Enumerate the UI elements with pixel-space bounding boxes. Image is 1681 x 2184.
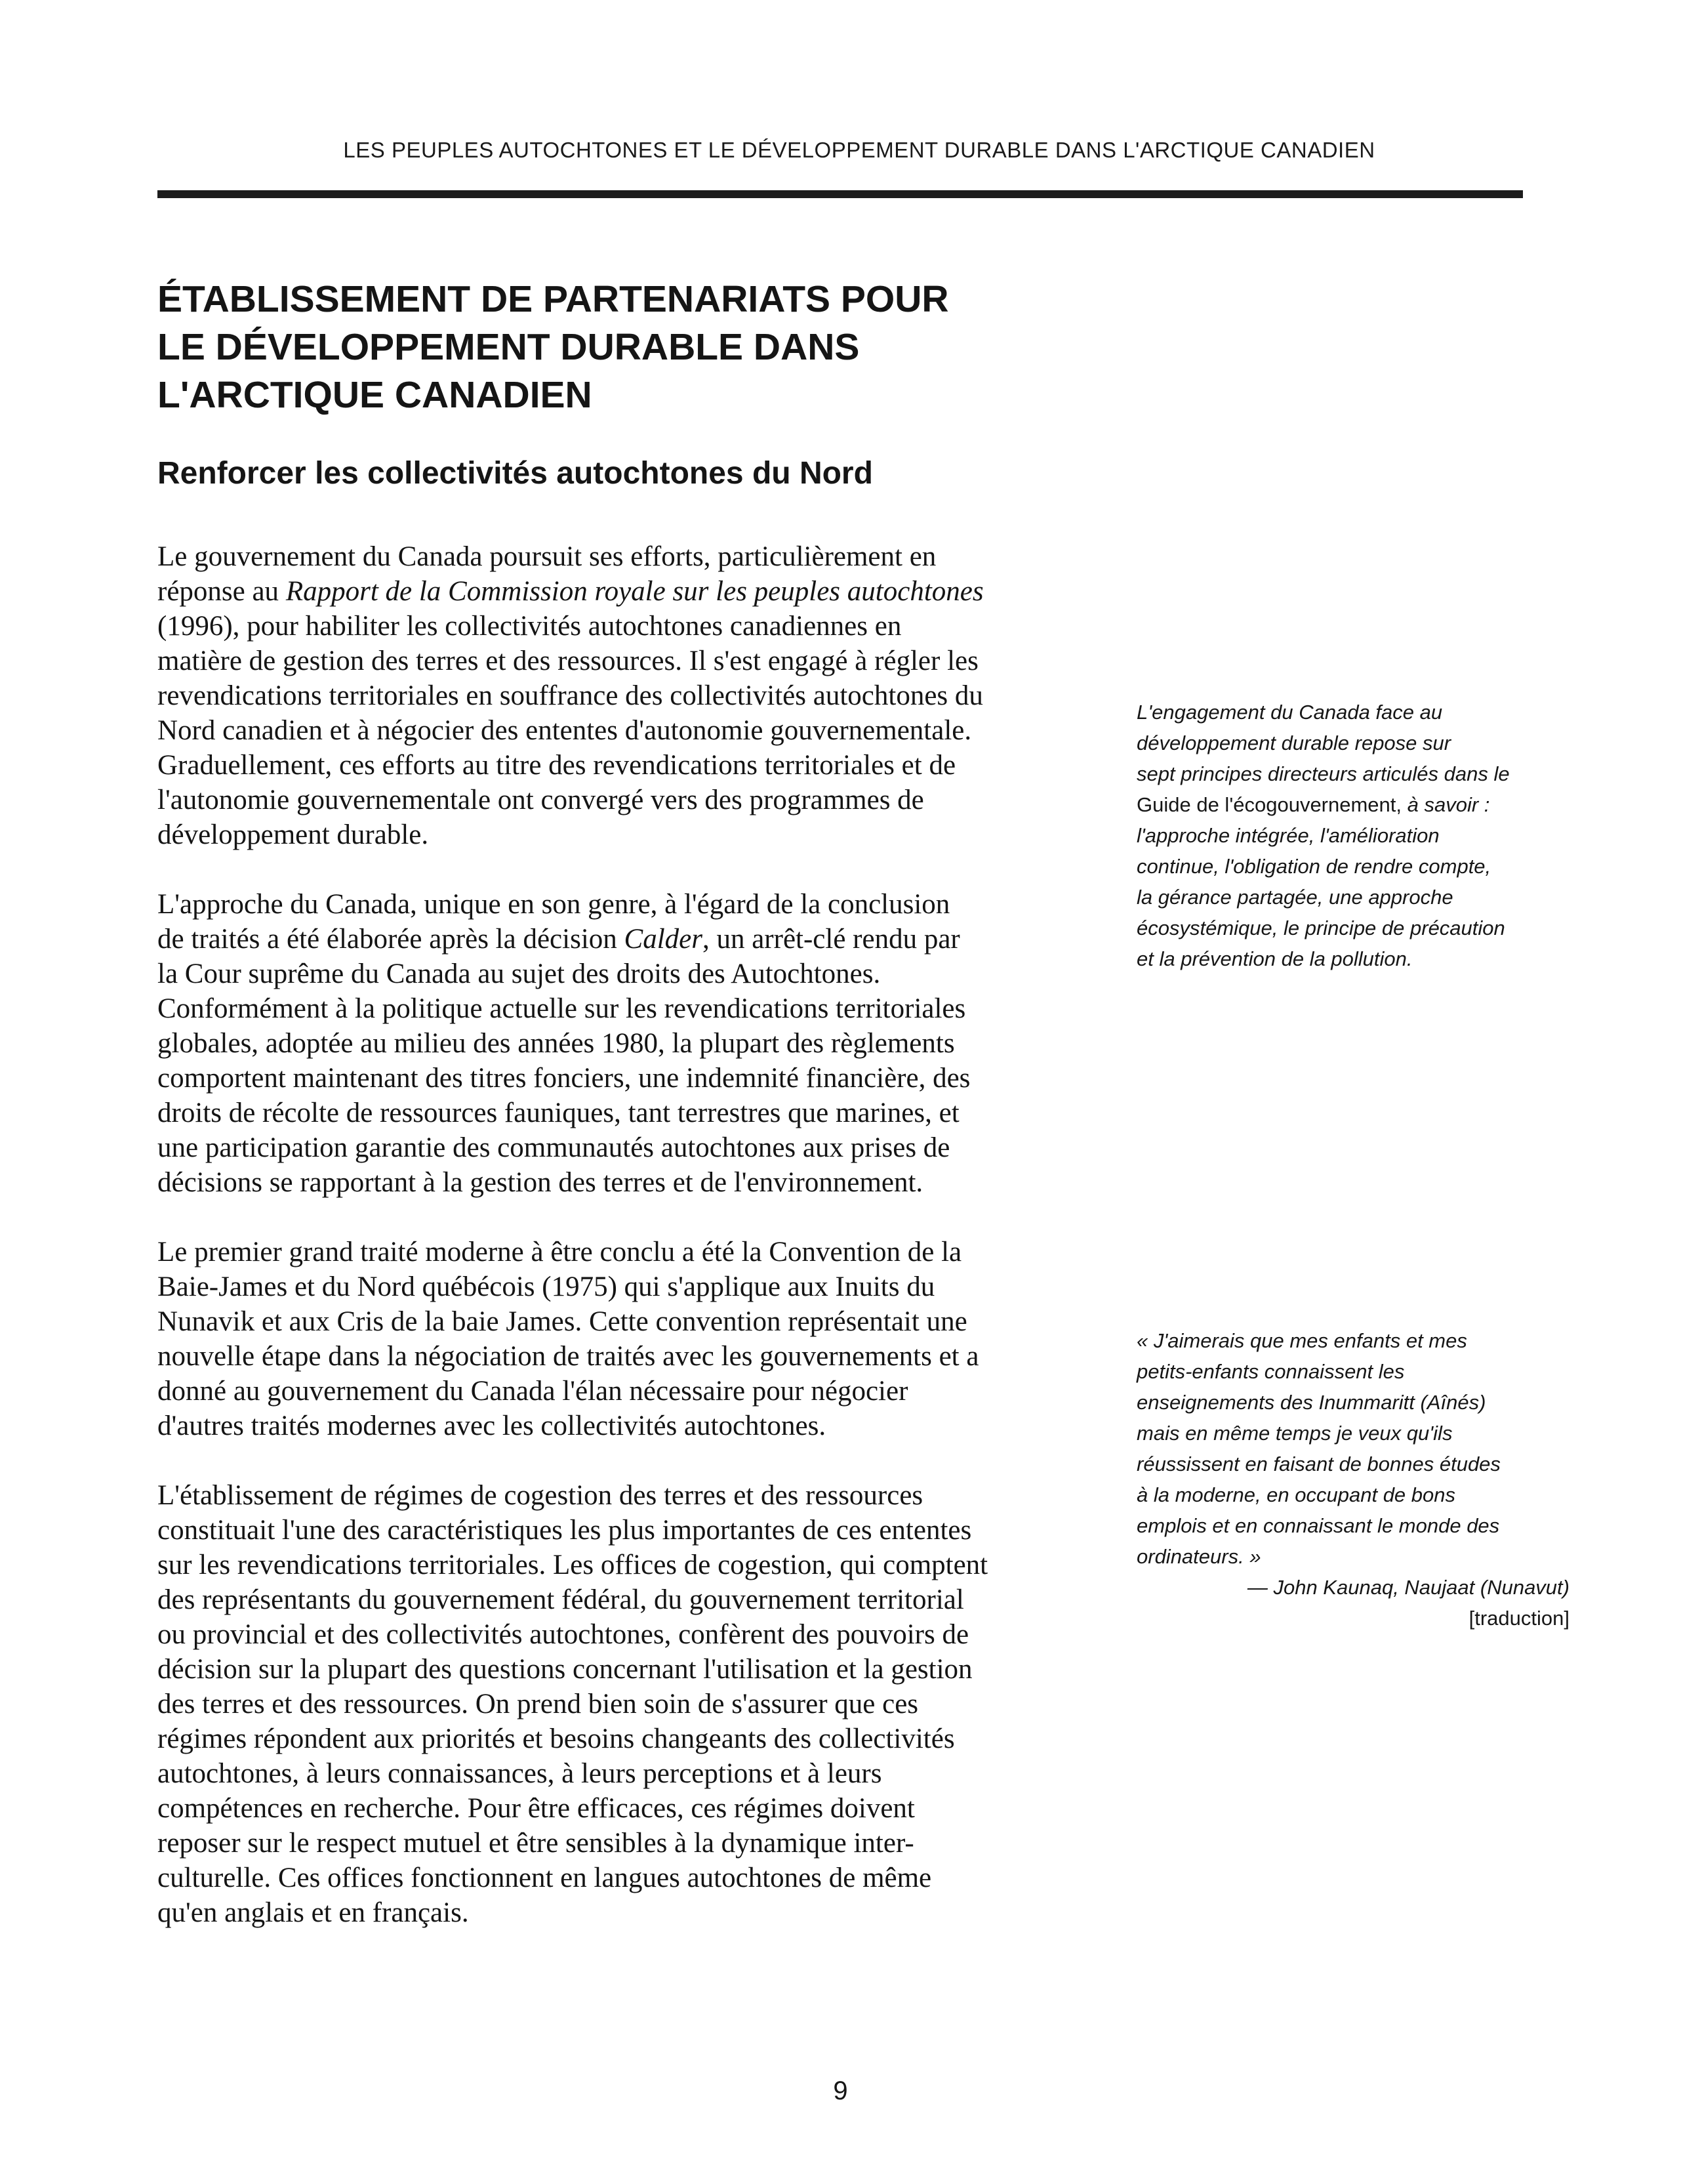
title-line: ÉTABLISSEMENT DE PARTENARIATS POUR — [157, 278, 949, 320]
report-title: Rapport de la Commission royale sur les peuples autochtones — [285, 576, 984, 607]
text-line: Le premier grand traité moderne à être conclu a été la Convention de la — [157, 1237, 962, 1267]
text-line: d'autres traités modernes avec les collectivités autochtones. — [157, 1411, 826, 1441]
text-fragment: de traités a été élaborée après la décision — [157, 924, 624, 955]
text-line: nouvelle étape dans la négociation de traités avec les gouvernements et a — [157, 1341, 979, 1372]
text-line: constituait l'une des caractéristiques les plus importantes de ces ententes — [157, 1515, 972, 1546]
text-line — [157, 922, 1063, 957]
text-line: Nord canadien et à négocier des ententes d'autonomie gouvernementale. — [157, 715, 972, 746]
translation-note: [traduction] — [1468, 1607, 1570, 1630]
text-line — [157, 574, 1063, 609]
quote-line: mais en même temps je veux qu'ils — [1137, 1422, 1453, 1445]
text-line: une participation garantie des communautés autochtones aux prises de — [157, 1132, 950, 1163]
text-line: compétences en recherche. Pour être efficaces, ces régimes doivent — [157, 1793, 915, 1824]
text-line: décisions se rapportant à la gestion des terres et de l'environnement. — [157, 1167, 923, 1198]
text-line: Nunavik et aux Cris de la baie James. Cette convention représentait une — [157, 1306, 967, 1337]
text-line: comportent maintenant des titres fonciers, une indemnité financière, des — [157, 1063, 971, 1094]
paragraph-2 — [157, 887, 1063, 1200]
note-line: écosystémique, le principe de précaution — [1137, 917, 1505, 939]
note-line — [1137, 789, 1570, 820]
text-line: L'établissement de régimes de cogestion des terres et des ressources — [157, 1480, 923, 1511]
page-title — [157, 276, 1076, 419]
text-line: ou provincial et des collectivités autochtones, confèrent des pouvoirs de — [157, 1619, 969, 1650]
text-line: régimes répondent aux priorités et besoins changeants des collectivités — [157, 1723, 955, 1754]
text-line: globales, adoptée au milieu des années 1980, la plupart des règlements — [157, 1028, 955, 1059]
title-line: L'ARCTIQUE CANADIEN — [157, 374, 592, 416]
text-line: des représentants du gouvernement fédéral, du gouvernement territorial — [157, 1584, 964, 1615]
case-name: Calder — [624, 924, 702, 955]
paragraph-3 — [157, 1235, 1063, 1443]
quote-line: emplois et en connaissant le monde des — [1137, 1514, 1500, 1537]
note-line: la gérance partagée, une approche — [1137, 886, 1453, 909]
quote-attribution: — John Kaunaq, Naujaat (Nunavut) — [1247, 1576, 1570, 1599]
quote-line: ordinateurs. » — [1137, 1545, 1261, 1568]
text-line: sur les revendications territoriales. Les offices de cogestion, qui comptent — [157, 1550, 988, 1580]
text-line: culturelle. Ces offices fonctionnent en langues autochtones de même — [157, 1863, 932, 1893]
note-line: L'engagement du Canada face au — [1137, 701, 1443, 724]
text-line: décision sur la plupart des questions concernant l'utilisation et la gestion — [157, 1654, 973, 1685]
note-line: l'approche intégrée, l'amélioration — [1137, 824, 1440, 847]
text-line: L'approche du Canada, unique en son genre, à l'égard de la conclusion — [157, 889, 950, 920]
quote-line: réussissent en faisant de bonnes études — [1137, 1453, 1501, 1475]
title-line: LE DÉVELOPPEMENT DURABLE DANS — [157, 326, 860, 368]
text-line: Le gouvernement du Canada poursuit ses efforts, particulièrement en — [157, 541, 937, 572]
text-line: revendications territoriales en souffrance des collectivités autochtones du — [157, 680, 983, 711]
note-line: et la prévention de la pollution. — [1137, 947, 1413, 970]
text-line: des terres et des ressources. On prend bien soin de s'assurer que ces — [157, 1689, 919, 1720]
note-line: continue, l'obligation de rendre compte, — [1137, 855, 1491, 878]
text-line: donné au gouvernement du Canada l'élan nécessaire pour négocier — [157, 1376, 908, 1407]
text-line: développement durable. — [157, 819, 429, 850]
text-line: Baie-James et du Nord québécois (1975) qui s'applique aux Inuits du — [157, 1271, 935, 1302]
text-line: qu'en anglais et en français. — [157, 1897, 469, 1928]
guide-title: Guide de l'écogouvernement, — [1137, 793, 1402, 816]
text-line: l'autonomie gouvernementale ont convergé vers des programmes de — [157, 785, 924, 815]
note-line: sept principes directeurs articulés dans le — [1137, 762, 1510, 785]
running-header: LES PEUPLES AUTOCHTONES ET LE DÉVELOPPEMENT DURABLE DANS L'ARCTIQUE CANADIEN — [343, 138, 1375, 162]
sidebar-quote — [1137, 1325, 1570, 1634]
text-fragment: , un arrêt-clé rendu par — [702, 924, 960, 955]
text-line: Graduellement, ces efforts au titre des revendications territoriales et de — [157, 750, 956, 781]
text-line: la Cour suprême du Canada au sujet des droits des Autochtones. — [157, 958, 881, 989]
text-line: reposer sur le respect mutuel et être sensibles à la dynamique inter- — [157, 1828, 914, 1859]
text-line: Conformément à la politique actuelle sur les revendications territoriales — [157, 993, 966, 1024]
main-text-column — [157, 539, 1063, 1965]
paragraph-4 — [157, 1478, 1063, 1930]
note-fragment: à savoir : — [1402, 793, 1490, 816]
sidebar-note — [1137, 697, 1570, 974]
quote-line: « J'aimerais que mes enfants et mes — [1137, 1329, 1467, 1352]
text-fragment: réponse au — [157, 576, 286, 607]
page-number: 9 — [833, 2076, 848, 2105]
note-line: développement durable repose sur — [1137, 731, 1451, 754]
text-line: autochtones, à leurs connaissances, à leurs perceptions et à leurs — [157, 1758, 882, 1789]
quote-line: à la moderne, en occupant de bons — [1137, 1483, 1456, 1506]
text-line: (1996), pour habiliter les collectivités autochtones canadiennes en — [157, 611, 902, 642]
quote-line: enseignements des Inummaritt (Aînés) — [1137, 1391, 1486, 1414]
quote-line: petits-enfants connaissent les — [1137, 1360, 1405, 1383]
text-line: droits de récolte de ressources fauniques, tant terrestres que marines, et — [157, 1098, 960, 1128]
text-line: matière de gestion des terres et des ressources. Il s'est engagé à régler les — [157, 646, 979, 676]
paragraph-1 — [157, 539, 1063, 852]
section-subtitle: Renforcer les collectivités autochtones du Nord — [157, 456, 873, 491]
header-rule — [157, 190, 1523, 198]
